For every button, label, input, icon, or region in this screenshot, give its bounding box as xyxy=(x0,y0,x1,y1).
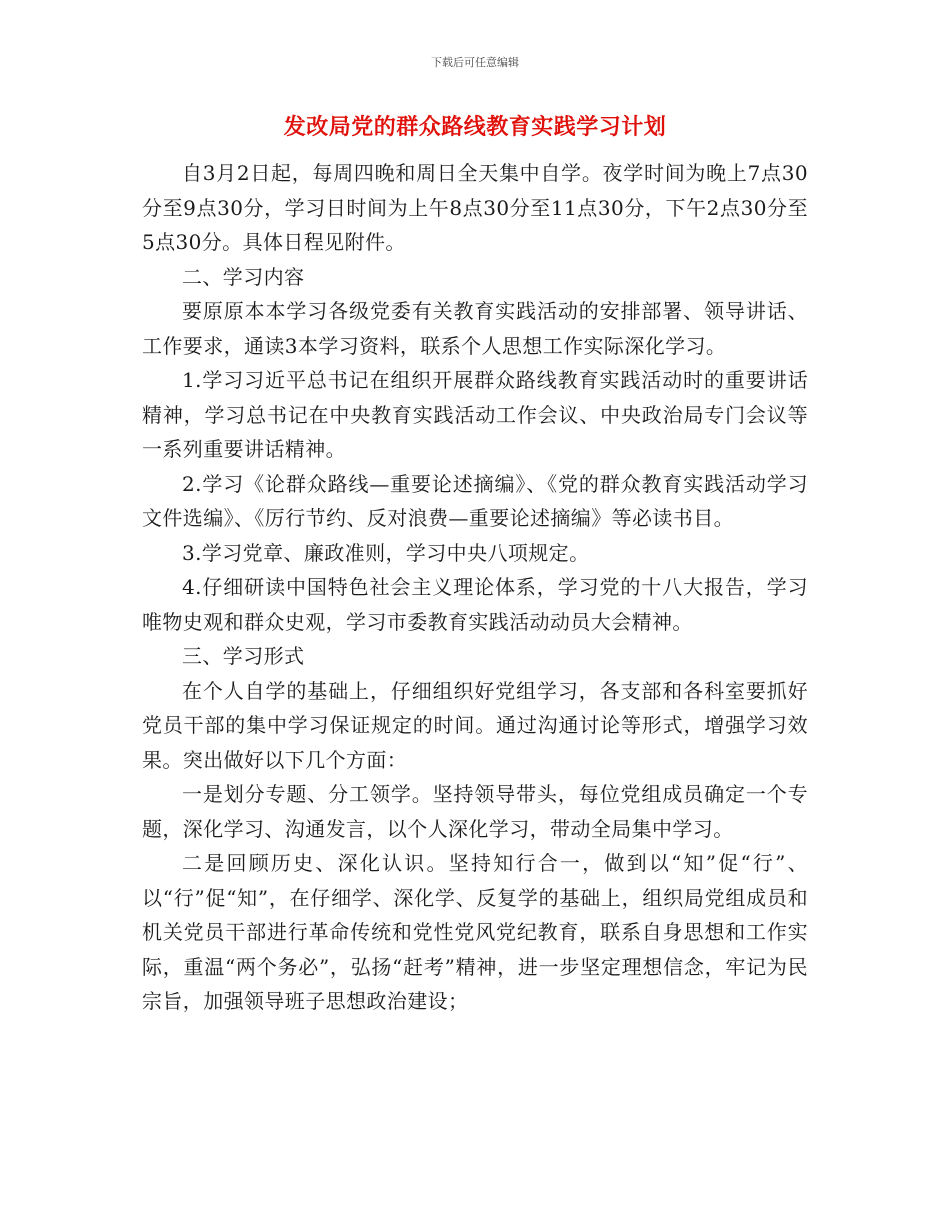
list-item-1: 1.学习习近平总书记在组织开展群众路线教育实践活动时的重要讲话精神，学习总书记在中央教育实践活动工作会议、中央政治局专门会议等一系列重要讲话精神。 xyxy=(142,368,808,461)
section-heading-content: 二、学习内容 xyxy=(182,264,305,289)
paragraph-content-intro: 要原原本本学习各级党委有关教育实践活动的安排部署、领导讲话、工作要求，通读3本学习资料，联系个人思想工作实际深化学习。 xyxy=(142,299,808,358)
paragraph-point-two: 二是回顾历史、深化认识。坚持知行合一，做到以“知”促“行”、以“行”促“知”，在仔细学、深化学、反复学的基础上，组织局党组成员和机关党员干部进行革命传统和党性党风党纪教育，联系自身思想和工作实际，重温“两个务必”，弘扬“赶考”精神，进一步坚定理想信念，牢记为民宗旨，加强领导班子思想政治建设； xyxy=(142,851,808,1013)
document-title: 发改局党的群众路线教育实践学习计划 xyxy=(283,114,667,140)
paragraph-schedule: 自3月2日起，每周四晚和周日全天集中自学。夜学时间为晚上7点30分至9点30分，学习日时间为上午8点30分至11点30分，下午2点30分至5点30分。具体日程见附件。 xyxy=(142,161,808,254)
header-note: 下载后可任意编辑 xyxy=(431,56,519,69)
section-heading-form: 三、学习形式 xyxy=(182,644,305,668)
paragraph-form-intro: 在个人自学的基础上，仔细组织好党组学习，各支部和各科室要抓好党员干部的集中学习保证规定的时间。通过沟通讨论等形式，增强学习效果。突出做好以下几个方面： xyxy=(142,678,808,772)
paragraph-point-one: 一是划分专题、分工领学。坚持领导带头，每位党组成员确定一个专题，深化学习、沟通发言，以个人深化学习，带动全局集中学习。 xyxy=(142,782,808,841)
list-item-2: 2.学习《论群众路线—重要论述摘编》、《党的群众教育实践活动学习文件选编》、《厉行节约、反对浪费—重要论述摘编》等必读书目。 xyxy=(142,471,808,530)
list-item-4: 4.仔细研读中国特色社会主义理论体系，学习党的十八大报告，学习唯物史观和群众史观，学习市委教育实践活动动员大会精神。 xyxy=(142,575,808,634)
list-item-3: 3.学习党章、廉政准则，学习中央八项规定。 xyxy=(182,540,590,565)
document-body xyxy=(142,156,808,1019)
